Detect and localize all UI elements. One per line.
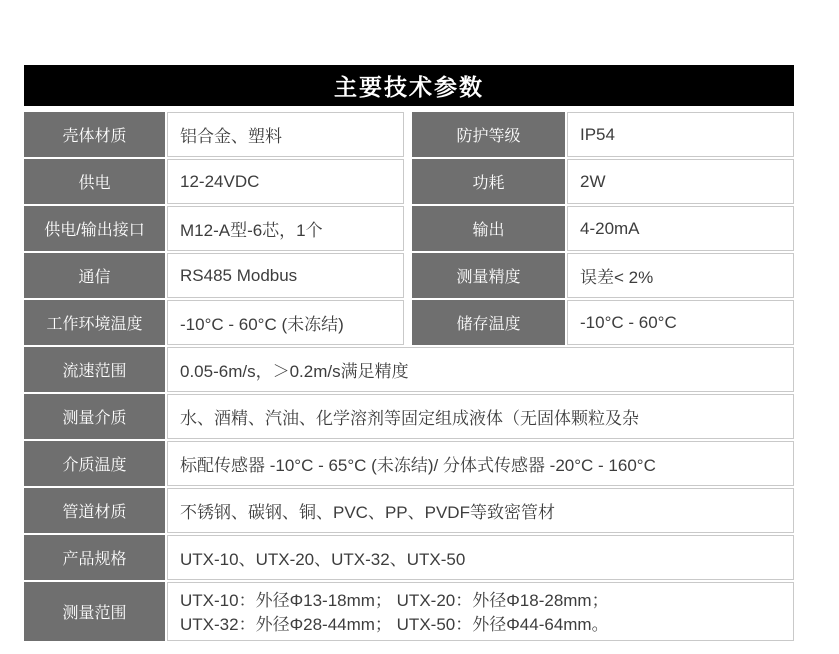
row-value: UTX-10、UTX-20、UTX-32、UTX-50 (167, 535, 794, 580)
spec-row-comm-accuracy (24, 253, 794, 298)
row-label: 储存温度 (412, 300, 565, 345)
row-value: IP54 (567, 112, 794, 157)
row-value: 4-20mA (567, 206, 794, 251)
row-value: -10°C - 60°C (567, 300, 794, 345)
row-label: 流速范围 (24, 347, 165, 392)
spec-row-medium (24, 394, 794, 439)
row-label: 产品规格 (24, 535, 165, 580)
row-label: 测量精度 (412, 253, 565, 298)
row-label: 功耗 (412, 159, 565, 204)
spec-row-interface-output (24, 206, 794, 251)
row-label: 测量范围 (24, 582, 165, 641)
row-label: 管道材质 (24, 488, 165, 533)
row-label: 供电 (24, 159, 165, 204)
row-label: 输出 (412, 206, 565, 251)
row-value: 不锈钢、碳钢、铜、PVC、PP、PVDF等致密管材 (167, 488, 794, 533)
row-value: 铝合金、塑料 (167, 112, 404, 157)
spec-row-ambient-storage-temp (24, 300, 794, 345)
table-header (24, 65, 794, 106)
row-value: 水、酒精、汽油、化学溶剂等固定组成液体（无固体颗粒及杂 (167, 394, 794, 439)
row-label: 供电/输出接口 (24, 206, 165, 251)
table-title: 主要技术参数 (334, 74, 484, 100)
row-value: -10°C - 60°C (未冻结) (167, 300, 404, 345)
row-value: 0.05-6m/s，＞0.2m/s满足精度 (167, 347, 794, 392)
spec-row-product-models (24, 535, 794, 580)
measuring-range-line1: UTX-10：外径Φ13-18mm； UTX-20：外径Φ18-28mm； (180, 591, 609, 610)
row-value: 误差< 2% (567, 253, 794, 298)
spec-row-medium-temp (24, 441, 794, 486)
row-label: 测量介质 (24, 394, 165, 439)
row-label: 防护等级 (412, 112, 565, 157)
measuring-range-line2: UTX-32：外径Φ28-44mm； UTX-50：外径Φ44-64mm。 (180, 615, 609, 634)
row-value: 2W (567, 159, 794, 204)
row-value: 标配传感器 -10°C - 65°C (未冻结)/ 分体式传感器 -20°C - 160°C (167, 441, 794, 486)
spec-row-measuring-range (24, 582, 794, 641)
spec-row-power-consumption (24, 159, 794, 204)
spec-table (24, 65, 794, 641)
spec-row-housing-protection (24, 112, 794, 157)
row-value: RS485 Modbus (167, 253, 404, 298)
spec-row-velocity-range (24, 347, 794, 392)
row-label: 工作环境温度 (24, 300, 165, 345)
spec-row-pipe-material (24, 488, 794, 533)
row-value: 12-24VDC (167, 159, 404, 204)
row-label: 壳体材质 (24, 112, 165, 157)
row-value (167, 582, 794, 641)
row-label: 介质温度 (24, 441, 165, 486)
row-value: M12-A型-6芯，1个 (167, 206, 404, 251)
row-label: 通信 (24, 253, 165, 298)
